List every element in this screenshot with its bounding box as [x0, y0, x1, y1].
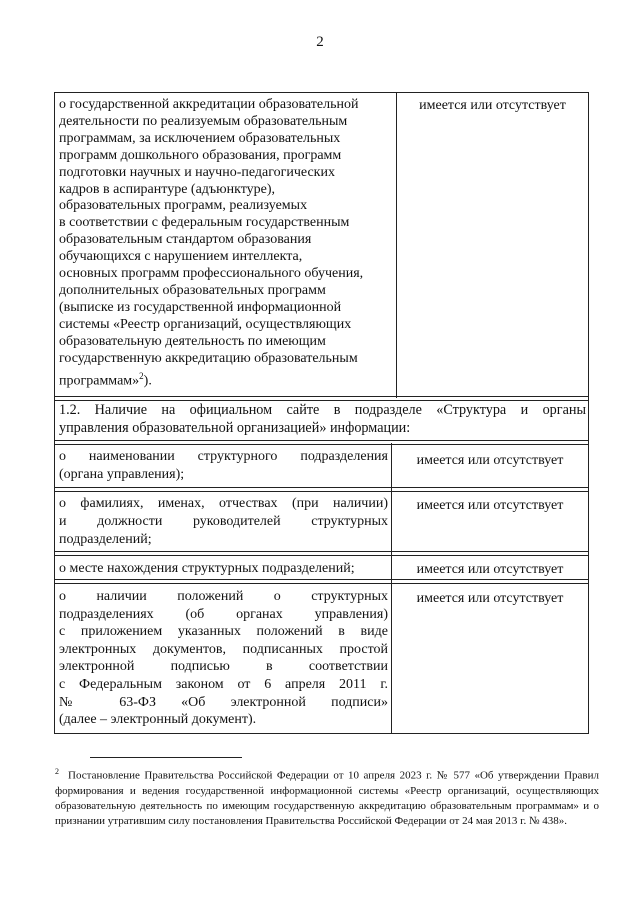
- row3-line2: и должности руководителей структурных: [59, 514, 388, 529]
- row1-line: программ дошкольного образования, программ: [59, 147, 342, 163]
- row5-line: электронных документов, подписанных простой: [59, 641, 388, 657]
- row3-status: имеется или отсутствует: [416, 498, 564, 513]
- row2-line2: (органа управления);: [59, 467, 185, 482]
- row1-line-end: ).: [143, 373, 152, 389]
- row1-line: в соответствии с федеральным государственным: [59, 215, 350, 231]
- row1-line: основных программ профессионального обучения,: [59, 266, 364, 282]
- row5-line: о наличии положений о структурных: [59, 589, 388, 604]
- row-separator-5: [54, 579, 589, 584]
- row1-line: государственную аккредитацию образовательным: [59, 350, 358, 366]
- row5-status: имеется или отсутствует: [416, 591, 564, 606]
- row3-description: [59, 495, 388, 549]
- row5-line: (далее – электронный документ).: [59, 712, 257, 728]
- section-heading-line1: 1.2. Наличие на официальном сайте в подразделе «Структура и органы: [59, 402, 586, 418]
- row1-last-line: [59, 368, 393, 391]
- row2-description: [59, 448, 388, 484]
- table-border-left: [54, 92, 55, 734]
- row1-line: деятельности по реализуемым образовательным: [59, 113, 348, 129]
- table-border-top: [54, 92, 589, 93]
- page-number: 2: [316, 34, 324, 50]
- row5-line: с приложением указанных положений в виде: [59, 624, 388, 640]
- row5-line: № 63-ФЗ «Об электронной подписи»: [59, 694, 388, 710]
- footnote-reference: 2: [139, 370, 144, 381]
- row4-status: имеется или отсутствует: [416, 562, 564, 577]
- row2-status: имеется или отсутствует: [416, 453, 564, 468]
- row-separator-1: [54, 396, 589, 401]
- footnote-marker: 2: [55, 767, 59, 776]
- row1-line: программам, за исключением образовательных: [59, 130, 341, 146]
- row1-line: кадров в аспирантуре (адъюнктуре),: [59, 181, 276, 197]
- row5-line: с Федеральным законом от 6 апреля 2011 г.: [59, 676, 388, 692]
- row5-line: электронной подписью в соответствии: [59, 659, 388, 675]
- section-heading-line2: управления образовательной организацией» информации:: [59, 419, 411, 436]
- column-divider-top: [396, 92, 397, 398]
- row1-line: (выписке из государственной информационной: [59, 299, 342, 315]
- footnote-text: Постановление Правительства Российской Федерации от 10 апреля 2023 г. № 577 «Об утверждении Правил формирования и ведения государственной информационной системы «Реестр организаций, осуществляющих образовательную деятельность по имеющим государственную аккредитацию образовательным программам» и о признании утратившим силу постановления Правительства Российской Федерации от 24 мая 2013 г. № 438».: [55, 769, 599, 827]
- row4-description: [59, 560, 388, 578]
- row1-line: системы «Реестр организаций, осуществляющих: [59, 316, 352, 332]
- row4-line1: о месте нахождения структурных подразделений;: [59, 561, 355, 576]
- row-separator-2: [54, 440, 589, 445]
- row5-line: подразделениях (об органах управления): [59, 606, 388, 622]
- row1-line: о государственной аккредитации образовательной: [59, 97, 359, 112]
- row1-line: дополнительных образовательных программ: [59, 282, 326, 298]
- table-border-bottom: [54, 733, 589, 734]
- row1-line: образовательным стандартом образования: [59, 232, 312, 248]
- row2-line1: о наименовании структурного подразделения: [59, 449, 388, 464]
- row1-description: [59, 97, 393, 390]
- row5-description: [59, 588, 388, 729]
- row3-line1: о фамилиях, именах, отчествах (при наличии): [59, 496, 388, 511]
- row1-line: образовательных программ, реализуемых: [59, 198, 308, 214]
- row1-line: обучающихся с нарушением интеллекта,: [59, 249, 303, 265]
- row-separator-4: [54, 551, 589, 556]
- footnote-rule: [90, 757, 242, 758]
- row1-line: образовательную деятельность по имеющим: [59, 333, 326, 349]
- footnote: [55, 764, 599, 829]
- row3-line3: подразделений;: [59, 532, 152, 547]
- row1-line: программам»: [59, 373, 140, 389]
- row1-line: подготовки научных и научно-педагогических: [59, 164, 335, 180]
- row-separator-3: [54, 487, 589, 492]
- row1-status: имеется или отсутствует: [419, 98, 566, 113]
- table-border-right: [588, 92, 589, 734]
- section-heading: [59, 402, 586, 437]
